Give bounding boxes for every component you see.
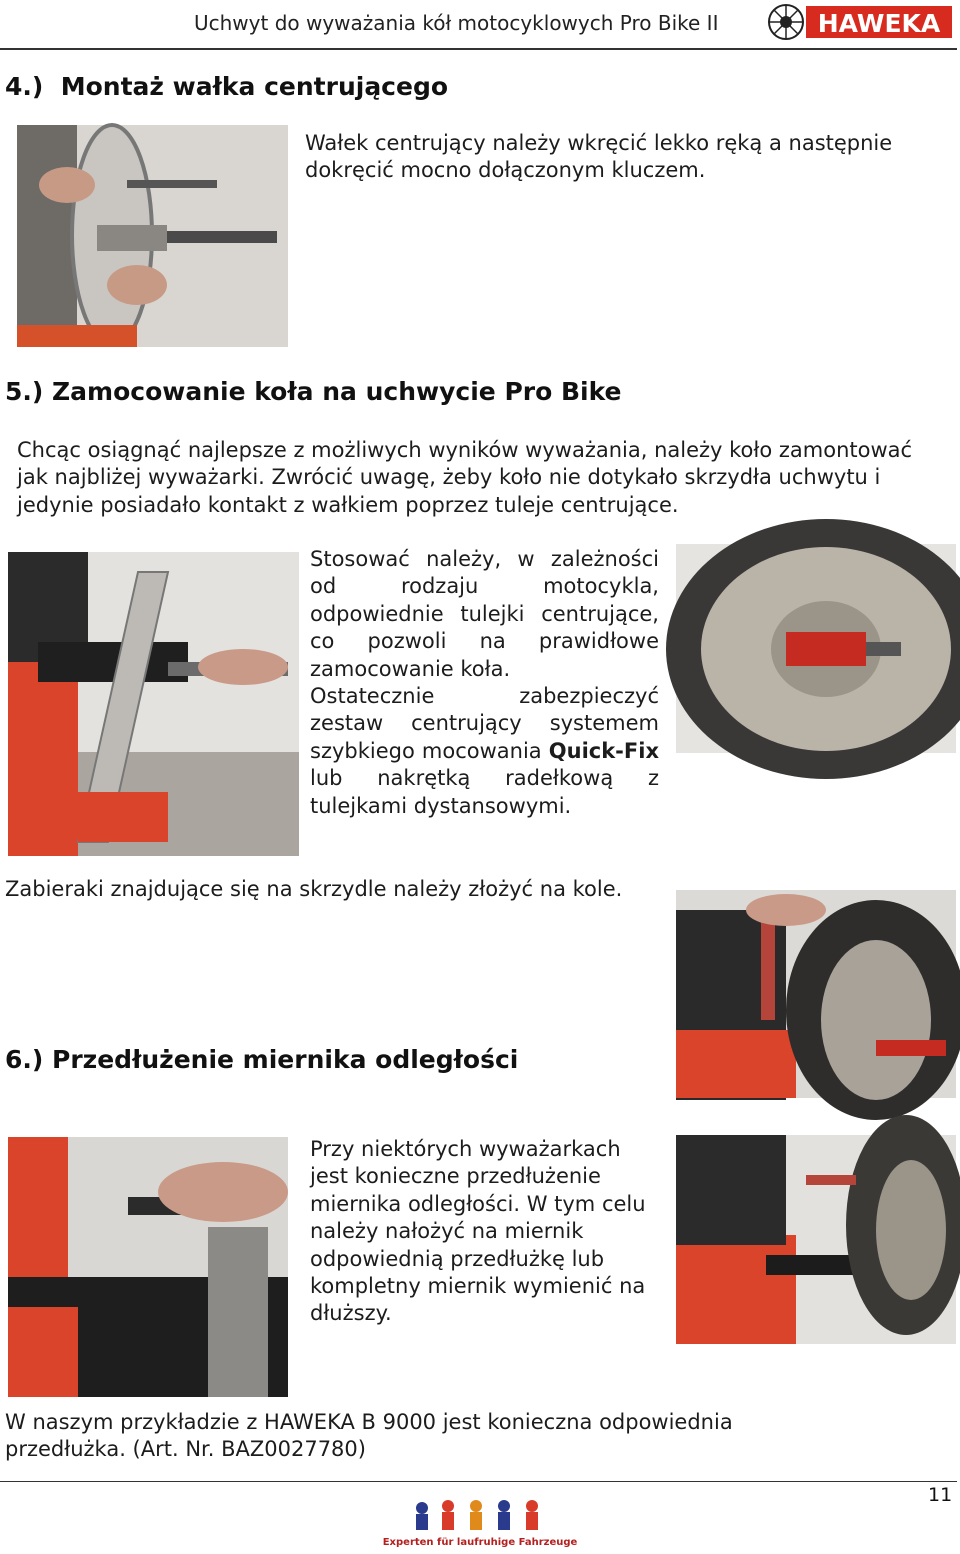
side-text-line: tulejkami dystansowymi. xyxy=(310,793,572,818)
side-text-line: zestaw centrujący systemem xyxy=(310,711,659,736)
side-text-line: co pozwoli na prawidłowe xyxy=(310,629,659,654)
header-divider xyxy=(0,48,957,50)
side-text-plain: szybkiego mocowania xyxy=(310,738,549,763)
section-6-heading: 6.) Przedłużenie miernika odległości xyxy=(5,1045,519,1074)
section-4-text: Wałek centrujący należy wkręcić lekko ręką a następnie dokręcić mocno dołączonym kluczem. xyxy=(305,131,893,183)
side-text-line: lub nakrętką radełkową z xyxy=(310,766,659,791)
example-line: przedłużka. (Art. Nr. BAZ0027780) xyxy=(5,1437,366,1462)
footer-divider xyxy=(0,1481,957,1482)
side-text-line: Stosować należy, w zależności xyxy=(310,547,659,571)
section-5-intro: Chcąc osiągnąć najlepsze z możliwych wyników wyważania, należy koło zamontować jak najbliżej wyważarki. Zwrócić uwagę, żeby koło nie dotykało skrzydła uchwytu i jedynie posiadało kontakt z wałkiem poprzez tuleje centrujące. xyxy=(17,438,913,517)
photo-wheel-mounting xyxy=(8,552,299,856)
logo-text: HAWEKA xyxy=(817,9,941,38)
side-text-line xyxy=(310,738,659,765)
haweka-logo xyxy=(766,2,954,42)
footer-mascot-logo xyxy=(382,1494,578,1550)
document-title: Uchwyt do wyważania kół motocyklowych Pro Bike II xyxy=(194,11,719,35)
side-text-line: Ostatecznie zabezpieczyć xyxy=(310,684,659,709)
photo-quick-fix-wheel xyxy=(676,544,956,753)
side-text-line: odpowiednie tulejki centrujące, xyxy=(310,601,659,626)
side-text-line: od rodzaju motocykla, xyxy=(310,574,659,599)
section-5-side-text xyxy=(310,546,659,820)
drivers-note: Zabieraki znajdujące się na skrzydle należy złożyć na kole. xyxy=(5,877,623,901)
section-5-heading: 5.) Zamocowanie koła na uchwycie Pro Bike xyxy=(5,377,622,406)
footer-caption: Experten für laufruhige Fahrzeuge xyxy=(382,1537,578,1548)
photo-extended-gauge xyxy=(676,1135,956,1344)
side-text-line: zamocowanie koła. xyxy=(310,656,511,681)
example-line: W naszym przykładzie z HAWEKA B 9000 jest konieczna odpowiednia xyxy=(5,1410,733,1434)
page-number: 11 xyxy=(928,1484,953,1506)
quick-fix-term: Quick-Fix xyxy=(548,738,659,763)
photo-centering-shaft xyxy=(17,125,288,347)
photo-gauge-extension xyxy=(8,1137,288,1397)
section-6-example xyxy=(5,1409,935,1464)
photo-folding-drivers xyxy=(676,890,956,1098)
section-4-heading: 4.) Montaż wałka centrującego xyxy=(5,72,449,101)
section-6-side-text: Przy niektórych wyważarkach jest konieczne przedłużenie miernika odległości. W tym celu należy nałożyć na miernik odpowiednią przedłużkę lub kompletny miernik wymienić na dłuższy. xyxy=(310,1137,646,1326)
